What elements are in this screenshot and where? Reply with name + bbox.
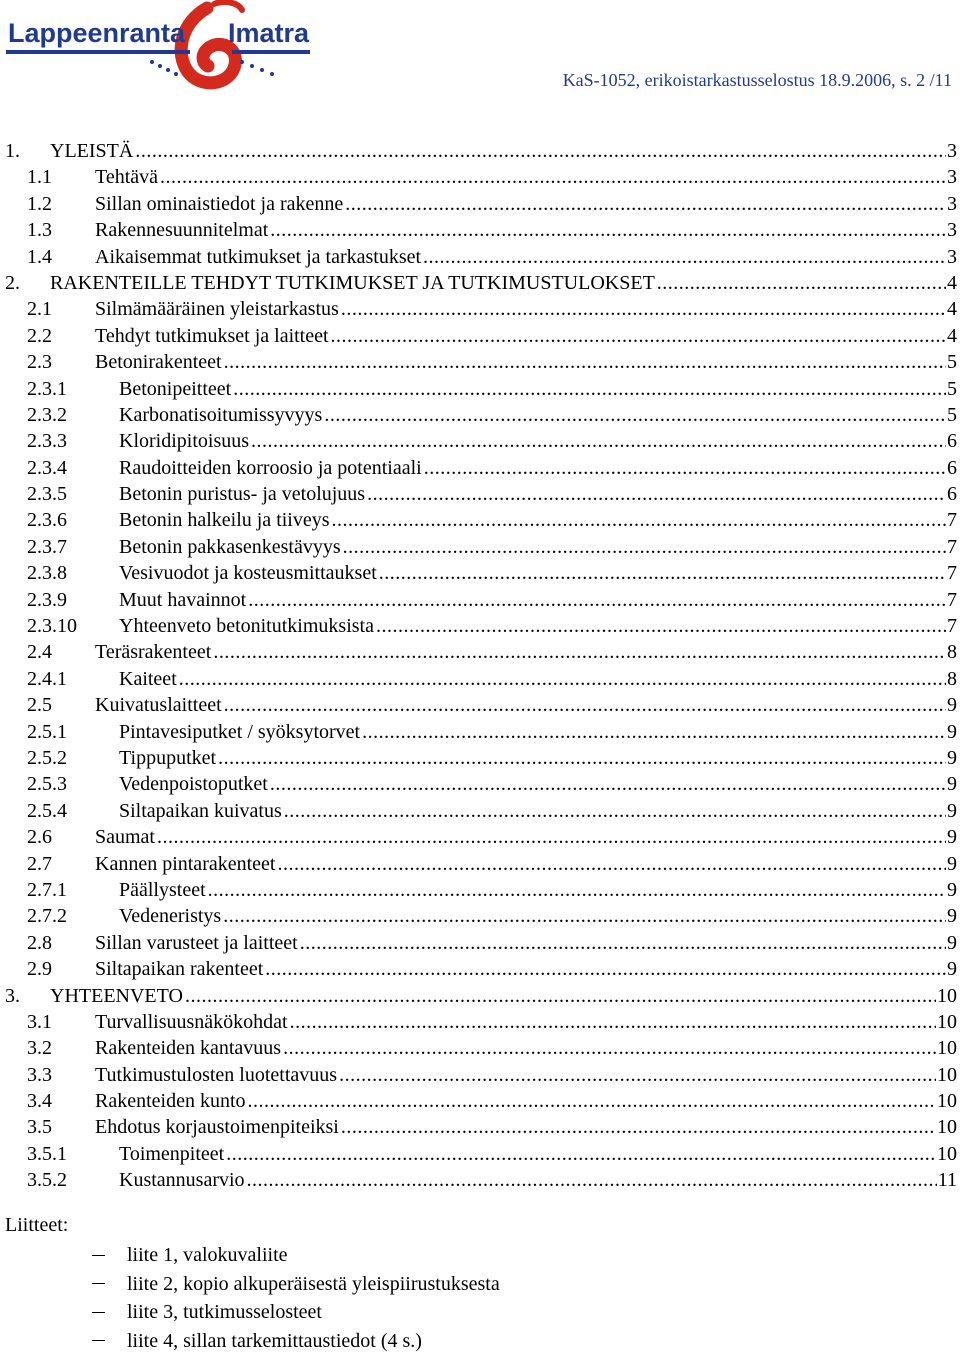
toc-entry[interactable] <box>5 455 960 481</box>
toc-dot-leader <box>324 402 946 428</box>
toc-entry-page: 9 <box>947 719 960 745</box>
toc-entry-number: 3.2 <box>27 1035 95 1061</box>
toc-entry[interactable] <box>5 1141 960 1167</box>
toc-entry[interactable] <box>5 587 960 613</box>
toc-dot-leader <box>247 1167 937 1193</box>
toc-entry-number: 2.3.6 <box>27 507 119 533</box>
toc-entry-title: Saumat <box>95 824 156 850</box>
toc-dot-leader <box>343 534 946 560</box>
toc-entry-title: Kuivatuslaitteet <box>95 692 223 718</box>
toc-entry-page: 3 <box>947 191 960 217</box>
toc-entry-page: 9 <box>947 956 960 982</box>
toc-entry[interactable] <box>5 1167 960 1193</box>
toc-entry-title: Pintavesiputket / syöksytorvet <box>119 719 361 745</box>
toc-dot-leader <box>251 428 946 454</box>
attachment-label: liite 3, tutkimusselosteet <box>127 1298 322 1327</box>
toc-entry-title: Betonin puristus- ja vetolujuus <box>119 481 366 507</box>
toc-dot-leader <box>290 1009 936 1035</box>
toc-entry-title: Tutkimustulosten luotettavuus <box>95 1062 338 1088</box>
toc-dot-leader <box>185 983 936 1009</box>
toc-dot-leader <box>160 164 946 190</box>
toc-entry[interactable] <box>5 824 960 850</box>
toc-entry-number: 2.7 <box>27 851 95 877</box>
toc-entry-page: 6 <box>947 481 960 507</box>
toc-entry[interactable] <box>5 1062 960 1088</box>
toc-entry-title: YHTEENVETO <box>50 983 184 1009</box>
toc-entry-number: 2. <box>5 270 50 296</box>
toc-entry[interactable] <box>5 323 960 349</box>
toc-entry-page: 8 <box>947 666 960 692</box>
toc-dot-leader <box>277 851 946 877</box>
dash-bullet-icon <box>92 1312 105 1313</box>
toc-entry-number: 2.3.9 <box>27 587 119 613</box>
toc-entry-number: 1.4 <box>27 244 95 270</box>
toc-entry-page: 9 <box>947 930 960 956</box>
toc-entry-title: Karbonatisoitumissyvyys <box>119 402 323 428</box>
toc-entry-number: 1.1 <box>27 164 95 190</box>
toc-dot-leader <box>223 903 946 929</box>
toc-entry[interactable] <box>5 560 960 586</box>
toc-entry[interactable] <box>5 507 960 533</box>
toc-entry-page: 9 <box>947 771 960 797</box>
toc-entry-page: 3 <box>947 138 960 164</box>
toc-entry-title: Turvallisuusnäkökohdat <box>95 1009 289 1035</box>
toc-entry-number: 2.3 <box>27 349 95 375</box>
toc-entry-number: 2.4.1 <box>27 666 119 692</box>
toc-entry[interactable] <box>5 692 960 718</box>
toc-entry-page: 10 <box>937 1141 960 1167</box>
toc-entry[interactable] <box>5 666 960 692</box>
toc-entry-title: Kannen pintarakenteet <box>95 851 276 877</box>
toc-entry-page: 10 <box>937 1035 960 1061</box>
table-of-contents <box>5 138 960 1194</box>
toc-entry-number: 2.5.4 <box>27 798 119 824</box>
toc-entry-page: 9 <box>947 851 960 877</box>
toc-dot-leader <box>248 587 946 613</box>
toc-entry-title: Betonin halkeilu ja tiiveys <box>119 507 331 533</box>
toc-entry-page: 5 <box>947 376 960 402</box>
toc-entry-title: Päällysteet <box>119 877 207 903</box>
toc-entry[interactable] <box>5 983 960 1009</box>
attachments-list <box>92 1241 500 1355</box>
toc-entry-number: 2.3.4 <box>27 455 119 481</box>
toc-entry[interactable] <box>5 956 960 982</box>
toc-entry-page: 10 <box>937 1114 960 1140</box>
toc-dot-leader <box>341 1114 936 1140</box>
toc-entry-title: Silmämääräinen yleistarkastus <box>95 296 340 322</box>
toc-entry[interactable] <box>5 771 960 797</box>
toc-entry-page: 9 <box>947 824 960 850</box>
toc-entry-page: 4 <box>947 323 960 349</box>
toc-entry-page: 11 <box>938 1167 960 1193</box>
toc-entry-number: 1.3 <box>27 217 95 243</box>
toc-entry-page: 9 <box>947 877 960 903</box>
toc-dot-leader <box>270 217 946 243</box>
attachment-item <box>92 1327 500 1355</box>
toc-entry[interactable] <box>5 1035 960 1061</box>
toc-entry-page: 7 <box>947 587 960 613</box>
toc-entry-number: 3.5 <box>27 1114 95 1140</box>
toc-dot-leader <box>332 507 946 533</box>
toc-entry-page: 4 <box>947 296 960 322</box>
toc-entry-number: 1. <box>5 138 50 164</box>
toc-entry-title: Vedenpoistoputket <box>119 771 269 797</box>
toc-entry[interactable] <box>5 719 960 745</box>
toc-entry-title: RAKENTEILLE TEHDYT TUTKIMUKSET JA TUTKIMUSTULOKSET <box>50 270 656 296</box>
toc-entry-number: 2.3.3 <box>27 428 119 454</box>
toc-entry-number: 3.5.2 <box>27 1167 119 1193</box>
toc-entry-title: Ehdotus korjaustoimenpiteiksi <box>95 1114 340 1140</box>
toc-dot-leader <box>339 1062 936 1088</box>
dash-bullet-icon <box>92 1255 105 1256</box>
toc-dot-leader <box>345 191 946 217</box>
toc-entry-title: Teräsrakenteet <box>95 639 212 665</box>
attachment-label: liite 1, valokuvaliite <box>127 1241 288 1270</box>
toc-entry-number: 1.2 <box>27 191 95 217</box>
toc-entry-title: Tippuputket <box>119 745 217 771</box>
logo-underline-left <box>6 50 190 54</box>
toc-entry-title: Siltapaikan rakenteet <box>95 956 264 982</box>
toc-entry-page: 10 <box>937 1009 960 1035</box>
toc-entry-title: Vesivuodot ja kosteusmittaukset <box>119 560 378 586</box>
toc-entry-page: 3 <box>947 244 960 270</box>
toc-entry-page: 9 <box>947 798 960 824</box>
toc-dot-leader <box>226 1141 936 1167</box>
toc-entry-page: 6 <box>947 455 960 481</box>
toc-dot-leader <box>179 666 946 692</box>
toc-entry-number: 2.3.1 <box>27 376 119 402</box>
toc-entry[interactable] <box>5 349 960 375</box>
toc-entry-page: 6 <box>947 428 960 454</box>
toc-dot-leader <box>376 613 946 639</box>
toc-entry[interactable] <box>5 1009 960 1035</box>
toc-entry-page: 7 <box>947 534 960 560</box>
toc-entry[interactable] <box>5 217 960 243</box>
toc-entry-number: 2.5.3 <box>27 771 119 797</box>
attachment-item <box>92 1270 500 1299</box>
toc-entry-title: YLEISTÄ <box>50 138 134 164</box>
toc-entry[interactable] <box>5 270 960 296</box>
attachment-item <box>92 1241 500 1270</box>
toc-entry[interactable] <box>5 639 960 665</box>
attachment-item <box>92 1298 500 1327</box>
toc-entry-page: 4 <box>947 270 960 296</box>
toc-entry-title: Aikaisemmat tutkimukset ja tarkastukset <box>95 244 422 270</box>
toc-entry-number: 2.2 <box>27 323 95 349</box>
toc-entry-title: Siltapaikan kuivatus <box>119 798 283 824</box>
toc-dot-leader <box>157 824 946 850</box>
toc-dot-leader <box>135 138 946 164</box>
toc-entry-page: 7 <box>947 560 960 586</box>
attachment-label: liite 2, kopio alkuperäisestä yleispiirustuksesta <box>127 1270 500 1299</box>
toc-entry-title: Vedeneristys <box>119 903 222 929</box>
logo-swoosh-tail-icon <box>214 2 242 10</box>
toc-dot-leader <box>213 639 946 665</box>
toc-entry[interactable] <box>5 402 960 428</box>
toc-entry-page: 9 <box>947 692 960 718</box>
dash-bullet-icon <box>92 1340 105 1341</box>
toc-entry-number: 2.7.2 <box>27 903 119 929</box>
toc-entry[interactable] <box>5 1088 960 1114</box>
toc-entry[interactable] <box>5 296 960 322</box>
toc-entry-page: 5 <box>947 402 960 428</box>
city-logo <box>2 0 332 92</box>
toc-dot-leader <box>270 771 946 797</box>
toc-entry-title: Tehdyt tutkimukset ja laitteet <box>95 323 330 349</box>
document-reference: KaS-1052, erikoistarkastusselostus 18.9.2006, s. 2 /11 <box>563 70 952 91</box>
toc-entry-title: Kloridipitoisuus <box>119 428 250 454</box>
toc-dot-leader <box>657 270 946 296</box>
toc-dot-leader <box>283 1035 936 1061</box>
toc-entry[interactable] <box>5 376 960 402</box>
toc-dot-leader <box>379 560 946 586</box>
toc-entry[interactable] <box>5 244 960 270</box>
logo-graphic <box>2 0 332 92</box>
toc-dot-leader <box>331 323 946 349</box>
toc-entry-title: Betonirakenteet <box>95 349 223 375</box>
toc-entry-number: 3.4 <box>27 1088 95 1114</box>
toc-entry[interactable] <box>5 534 960 560</box>
toc-entry[interactable] <box>5 481 960 507</box>
toc-entry-page: 10 <box>937 983 960 1009</box>
toc-dot-leader <box>224 349 946 375</box>
toc-dot-leader <box>208 877 946 903</box>
toc-entry[interactable] <box>5 1114 960 1140</box>
toc-entry-page: 9 <box>947 903 960 929</box>
toc-entry-page: 7 <box>947 507 960 533</box>
toc-entry-number: 2.3.7 <box>27 534 119 560</box>
toc-entry-number: 2.5.1 <box>27 719 119 745</box>
toc-entry-number: 2.3.8 <box>27 560 119 586</box>
toc-entry[interactable] <box>5 164 960 190</box>
toc-entry-title: Rakenteiden kunto <box>95 1088 247 1114</box>
toc-entry-number: 3. <box>5 983 50 1009</box>
toc-entry[interactable] <box>5 191 960 217</box>
toc-entry-page: 7 <box>947 613 960 639</box>
toc-entry-title: Tehtävä <box>95 164 159 190</box>
toc-dot-leader <box>362 719 946 745</box>
toc-entry-number: 2.5.2 <box>27 745 119 771</box>
toc-dot-leader <box>284 798 946 824</box>
toc-entry[interactable] <box>5 930 960 956</box>
toc-dot-leader <box>224 692 946 718</box>
toc-entry-number: 2.3.5 <box>27 481 119 507</box>
toc-entry-number: 3.5.1 <box>27 1141 119 1167</box>
toc-entry-title: Betonin pakkasenkestävyys <box>119 534 342 560</box>
toc-entry-number: 2.3.10 <box>27 613 119 639</box>
toc-entry-number: 2.6 <box>27 824 95 850</box>
toc-entry[interactable] <box>5 745 960 771</box>
toc-entry-page: 3 <box>947 164 960 190</box>
toc-entry-page: 8 <box>947 639 960 665</box>
toc-entry[interactable] <box>5 138 960 164</box>
toc-entry-title: Toimenpiteet <box>119 1141 225 1167</box>
toc-entry-title: Raudoitteiden korroosio ja potentiaali <box>119 455 423 481</box>
toc-entry-number: 2.1 <box>27 296 95 322</box>
logo-word-right: Imatra <box>228 18 310 48</box>
toc-entry-title: Betonipeitteet <box>119 376 232 402</box>
toc-entry[interactable] <box>5 851 960 877</box>
toc-entry-number: 2.8 <box>27 930 95 956</box>
toc-entry-title: Sillan varusteet ja laitteet <box>95 930 299 956</box>
toc-entry-page: 10 <box>937 1062 960 1088</box>
toc-entry-title: Muut havainnot <box>119 587 247 613</box>
toc-entry[interactable] <box>5 903 960 929</box>
logo-word-left: Lappeenranta <box>8 18 186 48</box>
toc-entry-title: Sillan ominaistiedot ja rakenne <box>95 191 344 217</box>
toc-entry[interactable] <box>5 798 960 824</box>
toc-entry-page: 3 <box>947 217 960 243</box>
toc-entry-page: 5 <box>947 349 960 375</box>
toc-dot-leader <box>233 376 946 402</box>
attachments-title: Liitteet: <box>5 1214 68 1237</box>
toc-entry-number: 2.5 <box>27 692 95 718</box>
toc-dot-leader <box>248 1088 936 1114</box>
toc-entry-number: 2.7.1 <box>27 877 119 903</box>
toc-entry[interactable] <box>5 877 960 903</box>
toc-dot-leader <box>423 244 946 270</box>
toc-dot-leader <box>300 930 946 956</box>
toc-entry-title: Rakennesuunnitelmat <box>95 217 269 243</box>
toc-dot-leader <box>424 455 946 481</box>
toc-entry-title: Kaiteet <box>119 666 178 692</box>
toc-entry-page: 9 <box>947 745 960 771</box>
toc-entry-title: Yhteenveto betonitutkimuksista <box>119 613 375 639</box>
dash-bullet-icon <box>92 1283 105 1284</box>
toc-entry-number: 2.9 <box>27 956 95 982</box>
toc-entry-title: Kustannusarvio <box>119 1167 246 1193</box>
toc-dot-leader <box>218 745 946 771</box>
logo-underline-right <box>232 50 310 54</box>
toc-entry-number: 3.3 <box>27 1062 95 1088</box>
toc-dot-leader <box>367 481 946 507</box>
toc-entry[interactable] <box>5 613 960 639</box>
toc-dot-leader <box>341 296 946 322</box>
toc-entry[interactable] <box>5 428 960 454</box>
toc-dot-leader <box>265 956 946 982</box>
toc-entry-number: 2.3.2 <box>27 402 119 428</box>
toc-entry-number: 3.1 <box>27 1009 95 1035</box>
toc-entry-title: Rakenteiden kantavuus <box>95 1035 282 1061</box>
toc-entry-page: 10 <box>937 1088 960 1114</box>
toc-entry-number: 2.4 <box>27 639 95 665</box>
attachment-label: liite 4, sillan tarkemittaustiedot (4 s.) <box>127 1327 422 1355</box>
